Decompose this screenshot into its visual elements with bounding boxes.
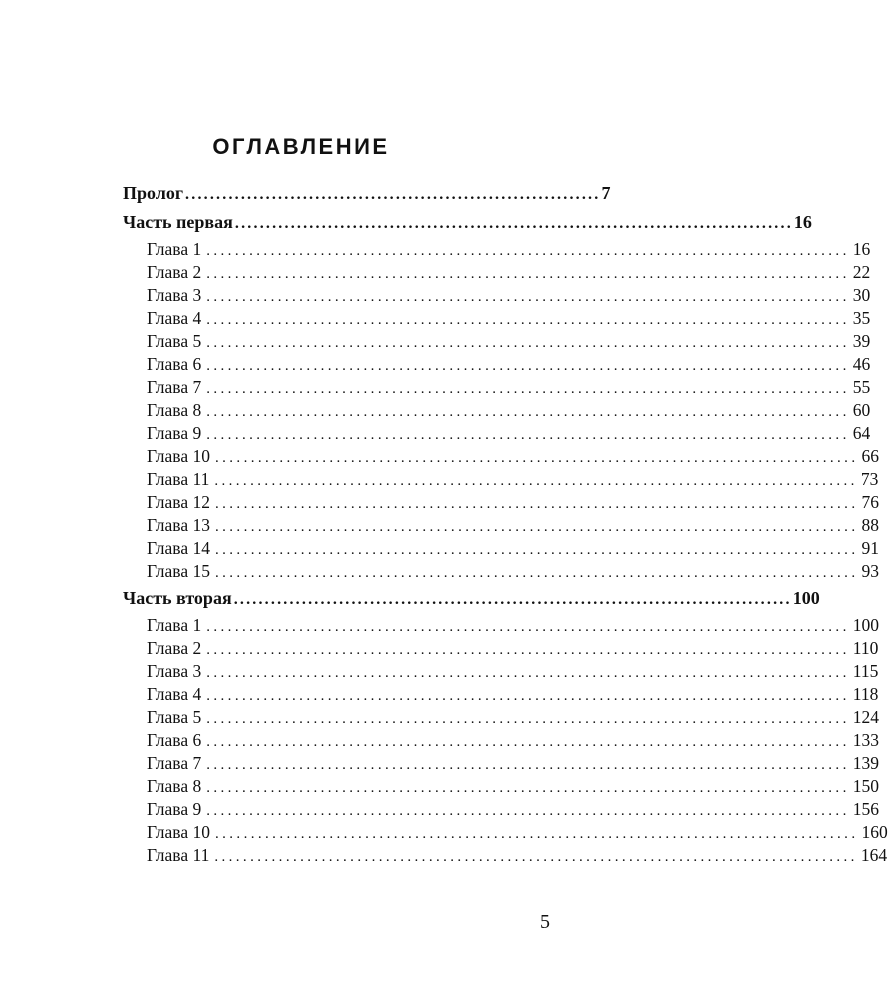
toc-part [123,587,888,867]
leader-dots: .......................................................................................... [206,619,850,635]
toc-entry-label: Глава 4 [147,308,202,328]
toc-entry-page: 156 [852,799,879,819]
toc-entry-page: 124 [852,707,879,727]
toc-entry-page: 64 [852,423,871,443]
toc-entry-chapter[interactable] [123,376,871,399]
toc-entry-page: 115 [852,661,879,681]
toc-entry-label: Глава 2 [147,262,202,282]
toc-entry-label: Глава 7 [147,377,202,397]
toc-entry-chapter[interactable] [123,468,879,491]
toc-entry-label: Глава 1 [147,615,202,635]
toc-entry-label: Глава 9 [147,799,202,819]
toc-entry-label: Глава 5 [147,331,202,351]
toc-entry-page: 100 [792,588,820,608]
toc-entry-chapter[interactable] [123,514,879,537]
toc-entry-label: Глава 15 [147,561,210,581]
leader-dots: .......................................................................................... [206,803,850,819]
leader-dots: .......................................................................................... [233,591,792,608]
toc-entry-part[interactable] [123,211,812,234]
toc-entry-chapter[interactable] [123,683,879,706]
leader-dots: .......................................................................................... [206,289,850,305]
leader-dots: .......................................................................................... [206,642,850,658]
leader-dots: .......................................................................................... [206,757,850,773]
toc-parts [123,211,888,867]
toc-entry-label: Глава 1 [147,239,202,259]
toc-entry-chapter[interactable] [123,353,871,376]
leader-dots: .......................................................................................... [234,215,793,232]
toc-entry-page: 91 [861,538,879,558]
leader-dots: .......................................................................................... [214,450,859,466]
toc-entry-chapter[interactable] [123,798,879,821]
toc-entry-label: Глава 8 [147,776,202,796]
toc-entry-chapter[interactable] [123,261,871,284]
toc-entry-label: Глава 10 [147,822,210,842]
leader-dots: .......................................................................................... [214,849,858,865]
toc-entry-chapter[interactable] [123,491,879,514]
leader-dots: .......................................................................................... [206,711,850,727]
toc-entry-label: Глава 11 [147,469,210,489]
leader-dots: .......................................................................................... [214,565,859,581]
toc-entry-page: 55 [852,377,871,397]
leader-dots: .......................................................................................... [206,381,850,397]
toc-entry-page: 118 [852,684,879,704]
toc-entry-page: 22 [852,262,871,282]
toc-entry-chapter[interactable] [123,422,871,445]
toc-entry-chapter[interactable] [123,821,888,844]
toc-entry-chapter[interactable] [123,330,871,353]
toc-entry-page: 93 [861,561,879,581]
toc-entry-chapter[interactable] [123,307,871,330]
table-of-contents [123,182,888,871]
toc-entry-chapter[interactable] [123,560,879,583]
leader-dots: .......................................................................................... [214,826,859,842]
leader-dots: .......................................................................................... [214,542,859,558]
toc-entry-page: 30 [852,285,871,305]
leader-dots: .......................................................................................... [206,665,850,681]
toc-entry-page: 46 [852,354,871,374]
toc-entry-page: 35 [852,308,871,328]
toc-entry-label: Глава 9 [147,423,202,443]
toc-entry-page: 139 [852,753,879,773]
leader-dots: .......................................................................................... [214,519,859,535]
toc-part [123,211,879,583]
toc-entry-page: 60 [852,400,871,420]
toc-entry-page: 16 [793,212,812,232]
leader-dots: .......................................................................................... [206,780,850,796]
toc-entry-label: Глава 7 [147,753,202,773]
toc-entry-chapter[interactable] [123,537,879,560]
leader-dots: .......................................................................................... [206,427,850,443]
toc-entry-page: 76 [861,492,879,512]
toc-entry-page: 39 [852,331,871,351]
toc-entry-label: Глава 8 [147,400,202,420]
toc-entry-label: Глава 6 [147,354,202,374]
toc-entry-label: Глава 11 [147,845,210,865]
toc-entry-chapter[interactable] [123,706,879,729]
page-title: ОГЛАВЛЕНИЕ [212,134,390,159]
toc-entry-page: 164 [860,845,888,865]
toc-entry-chapter[interactable] [123,614,879,637]
leader-dots: ................................................................... [185,186,601,203]
toc-entry-label: Глава 2 [147,638,202,658]
toc-entry-chapter[interactable] [123,660,879,683]
toc-entry-label: Глава 3 [147,285,202,305]
toc-entry-label: Глава 14 [147,538,210,558]
toc-entry-page: 133 [852,730,879,750]
leader-dots: .......................................................................................... [206,688,850,704]
toc-entry-label: Глава 12 [147,492,210,512]
leader-dots: .......................................................................................... [206,335,850,351]
leader-dots: .......................................................................................... [214,496,859,512]
toc-entry-page: 7 [601,183,611,203]
toc-entry-page: 16 [852,239,871,259]
toc-entry-label: Глава 5 [147,707,202,727]
toc-entry-page: 110 [852,638,879,658]
toc-entry-chapter[interactable] [123,399,871,422]
toc-entry-page: 160 [861,822,888,842]
leader-dots: .......................................................................................... [206,243,850,259]
toc-entry-label: Пролог [123,183,184,203]
toc-entry-page: 100 [852,615,879,635]
toc-entry-part[interactable] [123,587,820,610]
leader-dots: .......................................................................................... [206,266,850,282]
leader-dots: .......................................................................................... [206,404,850,420]
toc-entry-chapter[interactable] [123,729,879,752]
toc-entry-label: Глава 6 [147,730,202,750]
toc-entry-label: Глава 3 [147,661,202,681]
leader-dots: .......................................................................................... [206,358,850,374]
page-number: 5 [540,911,550,933]
toc-entry-label: Глава 13 [147,515,210,535]
toc-entry-page: 88 [861,515,879,535]
toc-entry-label: Часть вторая [123,588,232,608]
toc-entry-chapter[interactable] [123,284,871,307]
leader-dots: .......................................................................................... [206,312,850,328]
leader-dots: .......................................................................................... [206,734,850,750]
toc-entry-page: 66 [861,446,879,466]
toc-entry-page: 150 [852,776,879,796]
toc-entry-chapter[interactable] [123,238,871,261]
toc-entry-label: Глава 4 [147,684,202,704]
leader-dots: .......................................................................................... [214,473,858,489]
toc-entry-prologue[interactable] [123,182,611,205]
toc-entry-chapter[interactable] [123,844,888,867]
toc-entry-chapter[interactable] [123,752,879,775]
toc-entry-page: 73 [860,469,879,489]
toc-entry-chapter[interactable] [123,637,879,660]
toc-entry-label: Глава 10 [147,446,210,466]
toc-entry-chapter[interactable] [123,445,879,468]
toc-entry-chapter[interactable] [123,775,879,798]
toc-entry-label: Часть первая [123,212,233,232]
